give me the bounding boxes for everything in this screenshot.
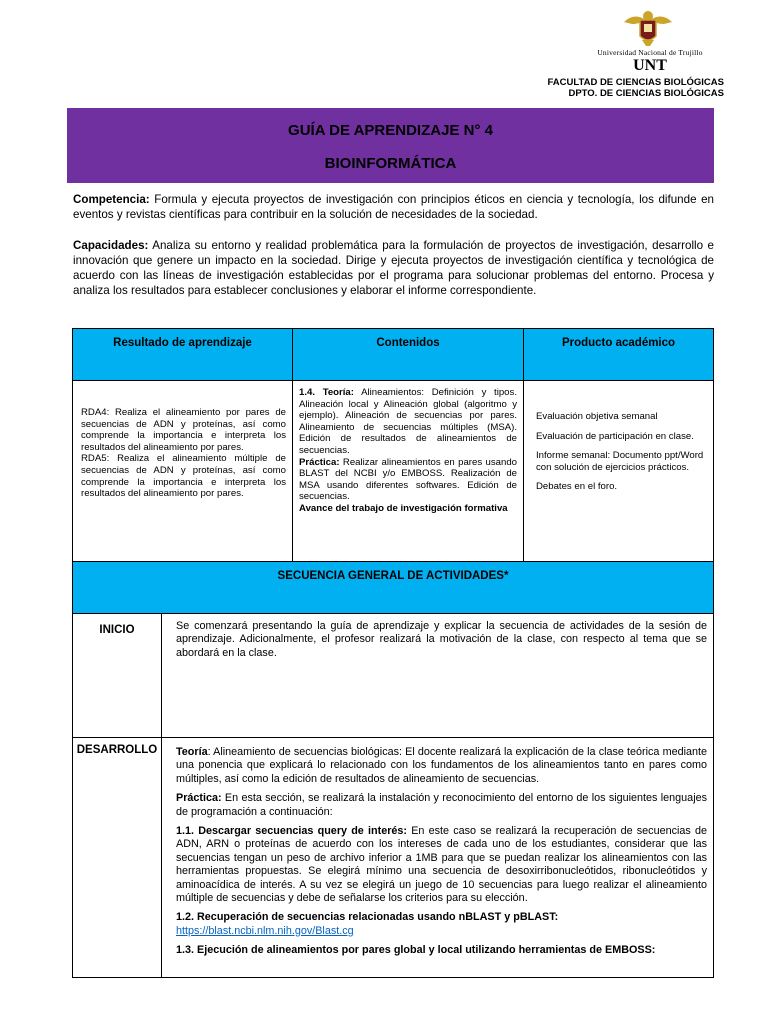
competencia-text: Formula y ejecuta proyectos de investigación con principios éticos en ciencia y tecnología, los difunde en eventos y revistas científicas para contribuir en la solución de necesidades de la sociedad.: [73, 193, 714, 221]
desarrollo-teoria: [176, 746, 707, 786]
course-title: BIOINFORMÁTICA: [324, 155, 457, 172]
teoria-label: 1.4. Teoría:: [299, 387, 354, 398]
dev-teoria-text: : Alineamiento de secuencias biológicas: El docente realizará la explicación de la clase teórica mediante una ponencia que explicará lo relacionado con los fundamentos de los alineamientos tanto en pares como múltiples, así como la edición de resultados de alineamiento de secuencias.: [176, 746, 707, 785]
rda5-text: RDA5: Realiza el alineamiento múltiple de secuencias de ADN y proteínas, así como comprende la importancia e interpreta los resultados del alineamiento por pares.: [81, 453, 286, 500]
inicio-text: Se comenzará presentando la guía de aprendizaje y explicar la secuencia de actividades de la sesión de aprendizaje. Adicionalmente, el profesor realizará la motivación de la clase, con respecto al tema que se abordará en la clase.: [162, 614, 714, 738]
capacidades-paragraph: [73, 238, 714, 298]
practica-text: Realizar alineamientos en pares usando BLAST del NCBI y/o EMBOSS. Realización de MSA usando diferentes softwares. Edición de secuencias.: [299, 456, 517, 503]
producto-cell: [524, 381, 714, 562]
table-row: [73, 614, 714, 738]
product-item: Evaluación de participación en clase.: [536, 430, 694, 442]
step-3: [176, 944, 707, 957]
step-1: [176, 825, 707, 905]
desarrollo-practica: [176, 792, 707, 819]
faculty-block: [548, 77, 724, 99]
resultado-cell: [73, 381, 293, 562]
product-item: Evaluación objetiva semanal: [536, 411, 658, 422]
product-item: Debates en el foro.: [536, 481, 618, 493]
university-logo: [580, 8, 720, 74]
dev-practica-label: Práctica:: [176, 792, 222, 805]
desarrollo-label: DESARROLLO: [73, 738, 162, 978]
guide-title: GUÍA DE APRENDIZAJE N° 4: [288, 122, 493, 139]
university-name: Universidad Nacional de Trujillo: [597, 48, 703, 57]
teoria-text: Alineamientos: Definición y tipos. Alineación local y Alineación global (algoritmo y ejemplo). Alineación de secuencias por pares. Alineamiento de secuencias múltiples (MSA). Edición de resultados de alineamientos de secuencias.: [299, 387, 517, 456]
contenidos-practica: [299, 457, 517, 503]
table-row: [73, 738, 714, 978]
university-seal-icon: [620, 8, 676, 48]
header-producto: Producto académico: [524, 329, 714, 381]
rda4-text: RDA4: Realiza el alineamiento por pares de secuencias de ADN y proteínas, así como comprende la importancia e interpreta los resultados del alineamiento por pares.: [81, 407, 286, 453]
table-header-row: [73, 329, 714, 381]
step-2: [176, 911, 707, 938]
blast-link[interactable]: https://blast.ncbi.nlm.nih.gov/Blast.cg: [176, 924, 354, 937]
learning-outcomes-table: [72, 328, 714, 562]
competencia-label: Competencia:: [73, 193, 150, 206]
step-1-text: En este caso se realizará la recuperación de secuencias de ADN, ARN o proteínas de acuerdo con los intereses de cada uno de los estudiantes, considerar que las secuencias tengan un peso de archivo inferior a 1MB para que se puedan realizar los alineamientos con las herramientas propuestas. Se elegirá mínimo una secuencia de desoxirribonucleótidos, ribonucleótidos y aminoacídica de interés. A su vez se elegirá un juego de 10 secuencias para luego realizar el alineamiento múltiple de secuencias y debe de señalarse los criterios para su elección.: [176, 825, 707, 905]
capacidades-text: Analiza su entorno y realidad problemática para la formulación de proyectos de investigación, desarrollo e innovación que genere un impacto en la sociedad. Dirige y ejecuta proyectos de investigación científica y tecnológica de acuerdo con las líneas de investigación establecidas por el programa para solucionar problemas del entorno. Procesa y analiza los resultados para establecer conclusiones y elaborar el informe correspondiente.: [73, 239, 714, 297]
step-1-label: 1.1. Descargar secuencias query de interés:: [176, 825, 408, 838]
title-banner: [67, 108, 714, 183]
header-resultado: Resultado de aprendizaje: [73, 329, 293, 381]
step-3-label: 1.3. Ejecución de alineamientos por pares global y local utilizando herramientas de EMBOSS:: [176, 944, 656, 957]
sequence-header: SECUENCIA GENERAL DE ACTIVIDADES*: [73, 562, 714, 614]
table-row: [73, 381, 714, 562]
practica-label: Práctica:: [299, 456, 340, 468]
faculty-name: FACULTAD DE CIENCIAS BIOLÓGICAS: [547, 77, 724, 88]
activity-sequence-table: [72, 561, 714, 978]
department-name: DPTO. DE CIENCIAS BIOLÓGICAS: [568, 88, 724, 99]
dev-teoria-label: Teoría: [176, 746, 208, 758]
competencia-paragraph: [73, 192, 714, 222]
contenidos-cell: [293, 381, 524, 562]
capacidades-label: Capacidades:: [73, 239, 149, 252]
step-2-label: 1.2. Recuperación de secuencias relacionadas usando nBLAST y pBLAST:: [176, 911, 559, 924]
product-item: Informe semanal: Documento ppt/Word con solución de ejercicios prácticos.: [536, 450, 704, 473]
inicio-label: INICIO: [73, 614, 162, 738]
sequence-header-row: [73, 562, 714, 614]
university-abbr: UNT: [633, 57, 667, 74]
avance-text: Avance del trabajo de investigación formativa: [299, 502, 508, 514]
dev-practica-text: En esta sección, se realizará la instalación y reconocimiento del entorno de los siguientes lenguajes de programación a continuación:: [176, 792, 707, 818]
header-contenidos: Contenidos: [293, 329, 524, 381]
desarrollo-cell: [162, 738, 714, 978]
contenidos-teoria: [299, 387, 517, 457]
